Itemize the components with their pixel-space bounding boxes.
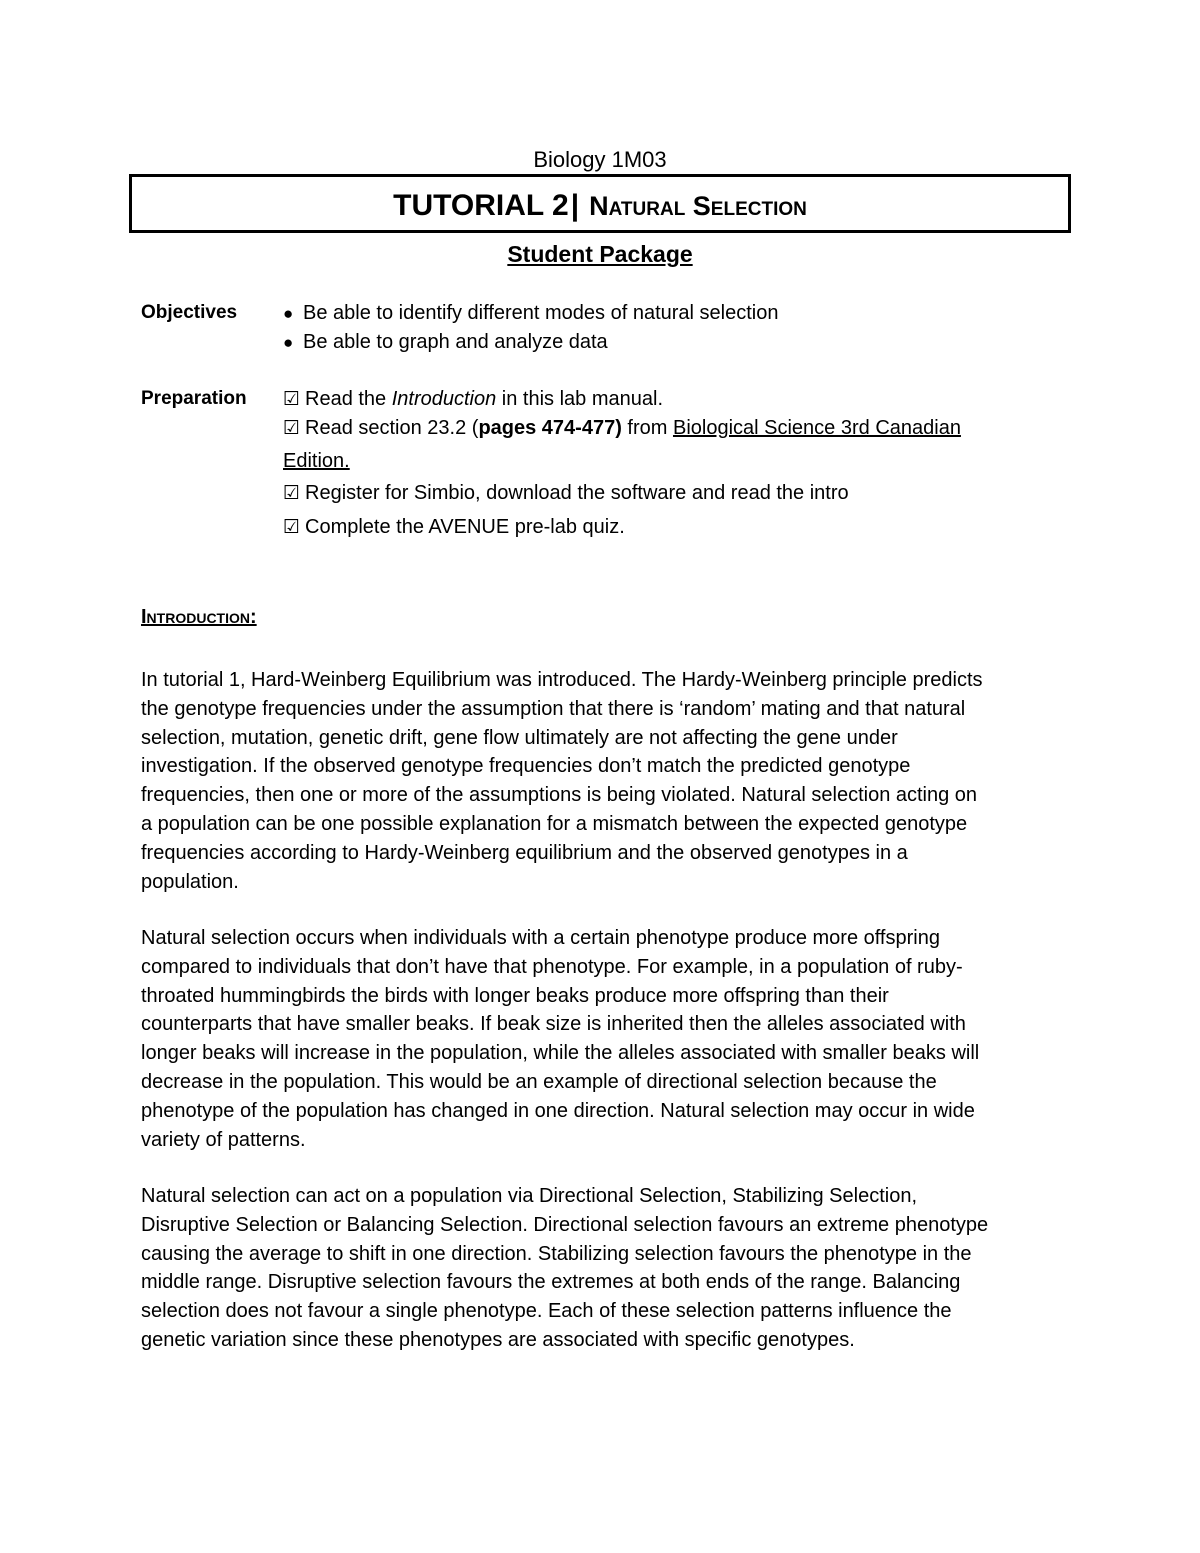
title-separator: | [570, 189, 580, 222]
objective-text: Be able to graph and analyze data [303, 331, 608, 353]
title-topic: Natural Selection [589, 191, 807, 221]
preparation-item [283, 513, 625, 542]
text-line: phenotype of the population has changed in one direction. Natural selection may occur in wide [141, 1099, 975, 1122]
text-line: genetic variation since these phenotypes are associated with specific genotypes. [141, 1328, 855, 1351]
objectives-label: Objectives [141, 302, 238, 323]
text-line: longer beaks will increase in the population, while the alleles associated with smaller beaks will [141, 1042, 980, 1065]
checkbox-checked-icon: ☑ [283, 418, 301, 439]
text-line: frequencies, then one or more of the assumptions is being violated. Natural selection acting on [141, 784, 978, 807]
intro-paragraph-2 [141, 924, 1061, 1154]
checkbox-checked-icon: ☑ [283, 517, 301, 538]
objective-item [283, 299, 778, 328]
text-line: counterparts that have smaller beaks. If beak size is inherited then the alleles associated with [141, 1013, 966, 1036]
objective-text: Be able to identify different modes of natural selection [303, 302, 779, 324]
checkbox-checked-icon: ☑ [283, 483, 301, 504]
text-line: Natural selection can act on a population via Directional Selection, Stabilizing Selection, [141, 1185, 918, 1207]
text-line: causing the average to shift in one direction. Stabilizing selection favours the phenotype in the [141, 1242, 972, 1265]
objective-item [283, 328, 608, 357]
prep-text: Register for Simbio, download the software and read the intro [305, 482, 849, 504]
text-line: decrease in the population. This would be an example of directional selection because the [141, 1070, 937, 1093]
prep-text: Complete the AVENUE pre-lab quiz. [305, 516, 625, 538]
prep-text: from [621, 417, 673, 439]
preparation-item [283, 479, 849, 508]
text-line: Natural selection occurs when individuals with a certain phenotype produce more offspring [141, 927, 940, 949]
prep-emphasis: Introduction [391, 388, 497, 410]
text-line: a population can be one possible explanation for a mismatch between the expected genotype [141, 812, 968, 835]
prep-text: Read section 23.2 ( [305, 417, 479, 439]
preparation-item-continued [283, 447, 350, 475]
textbook-title: Biological Science 3rd Canadian [672, 417, 961, 439]
bullet-icon: ● [283, 304, 294, 323]
intro-paragraph-1 [141, 666, 1061, 896]
text-line: population. [141, 870, 239, 893]
text-line: selection does not favour a single phenotype. Each of these selection patterns influence the [141, 1300, 952, 1323]
title-box [129, 174, 1071, 233]
textbook-title-continued: Edition. [283, 450, 350, 472]
course-name: Biology 1M03 [533, 147, 667, 172]
prep-pages: pages 474-477) [478, 417, 622, 439]
text-line: compared to individuals that don’t have that phenotype. For example, in a population of ruby- [141, 955, 963, 978]
text-line: frequencies according to Hardy-Weinberg equilibrium and the observed genotypes in a [141, 841, 908, 864]
text-line: variety of patterns. [141, 1128, 306, 1151]
text-line: investigation. If the observed genotype frequencies don’t match the predicted genotype [141, 755, 911, 778]
document-title [393, 189, 807, 223]
text-line: selection, mutation, genetic drift, gene flow ultimately are not affecting the gene under [141, 726, 898, 749]
text-line: Disruptive Selection or Balancing Selection. Directional selection favours an extreme phenotype [141, 1213, 989, 1236]
text-line: middle range. Disruptive selection favours the extremes at both ends of the range. Balancing [141, 1271, 961, 1294]
bullet-icon: ● [283, 333, 294, 352]
preparation-item [283, 385, 663, 414]
text-line: In tutorial 1, Hard-Weinberg Equilibrium was introduced. The Hardy-Weinberg principle predicts [141, 669, 983, 691]
preparation-label: Preparation [141, 388, 247, 409]
preparation-item [283, 414, 961, 443]
text-line: throated hummingbirds the birds with longer beaks produce more offspring than their [141, 984, 889, 1007]
section-heading-introduction: Introduction: [141, 606, 257, 628]
prep-text: in this lab manual. [496, 388, 664, 410]
text-line: the genotype frequencies under the assumption that there is ‘random’ mating and that natural [141, 697, 966, 720]
prep-text: Read the [305, 388, 392, 410]
title-main: TUTORIAL 2 [393, 189, 569, 222]
checkbox-checked-icon: ☑ [283, 389, 301, 410]
intro-paragraph-3 [141, 1182, 1061, 1355]
subtitle: Student Package [507, 241, 693, 267]
